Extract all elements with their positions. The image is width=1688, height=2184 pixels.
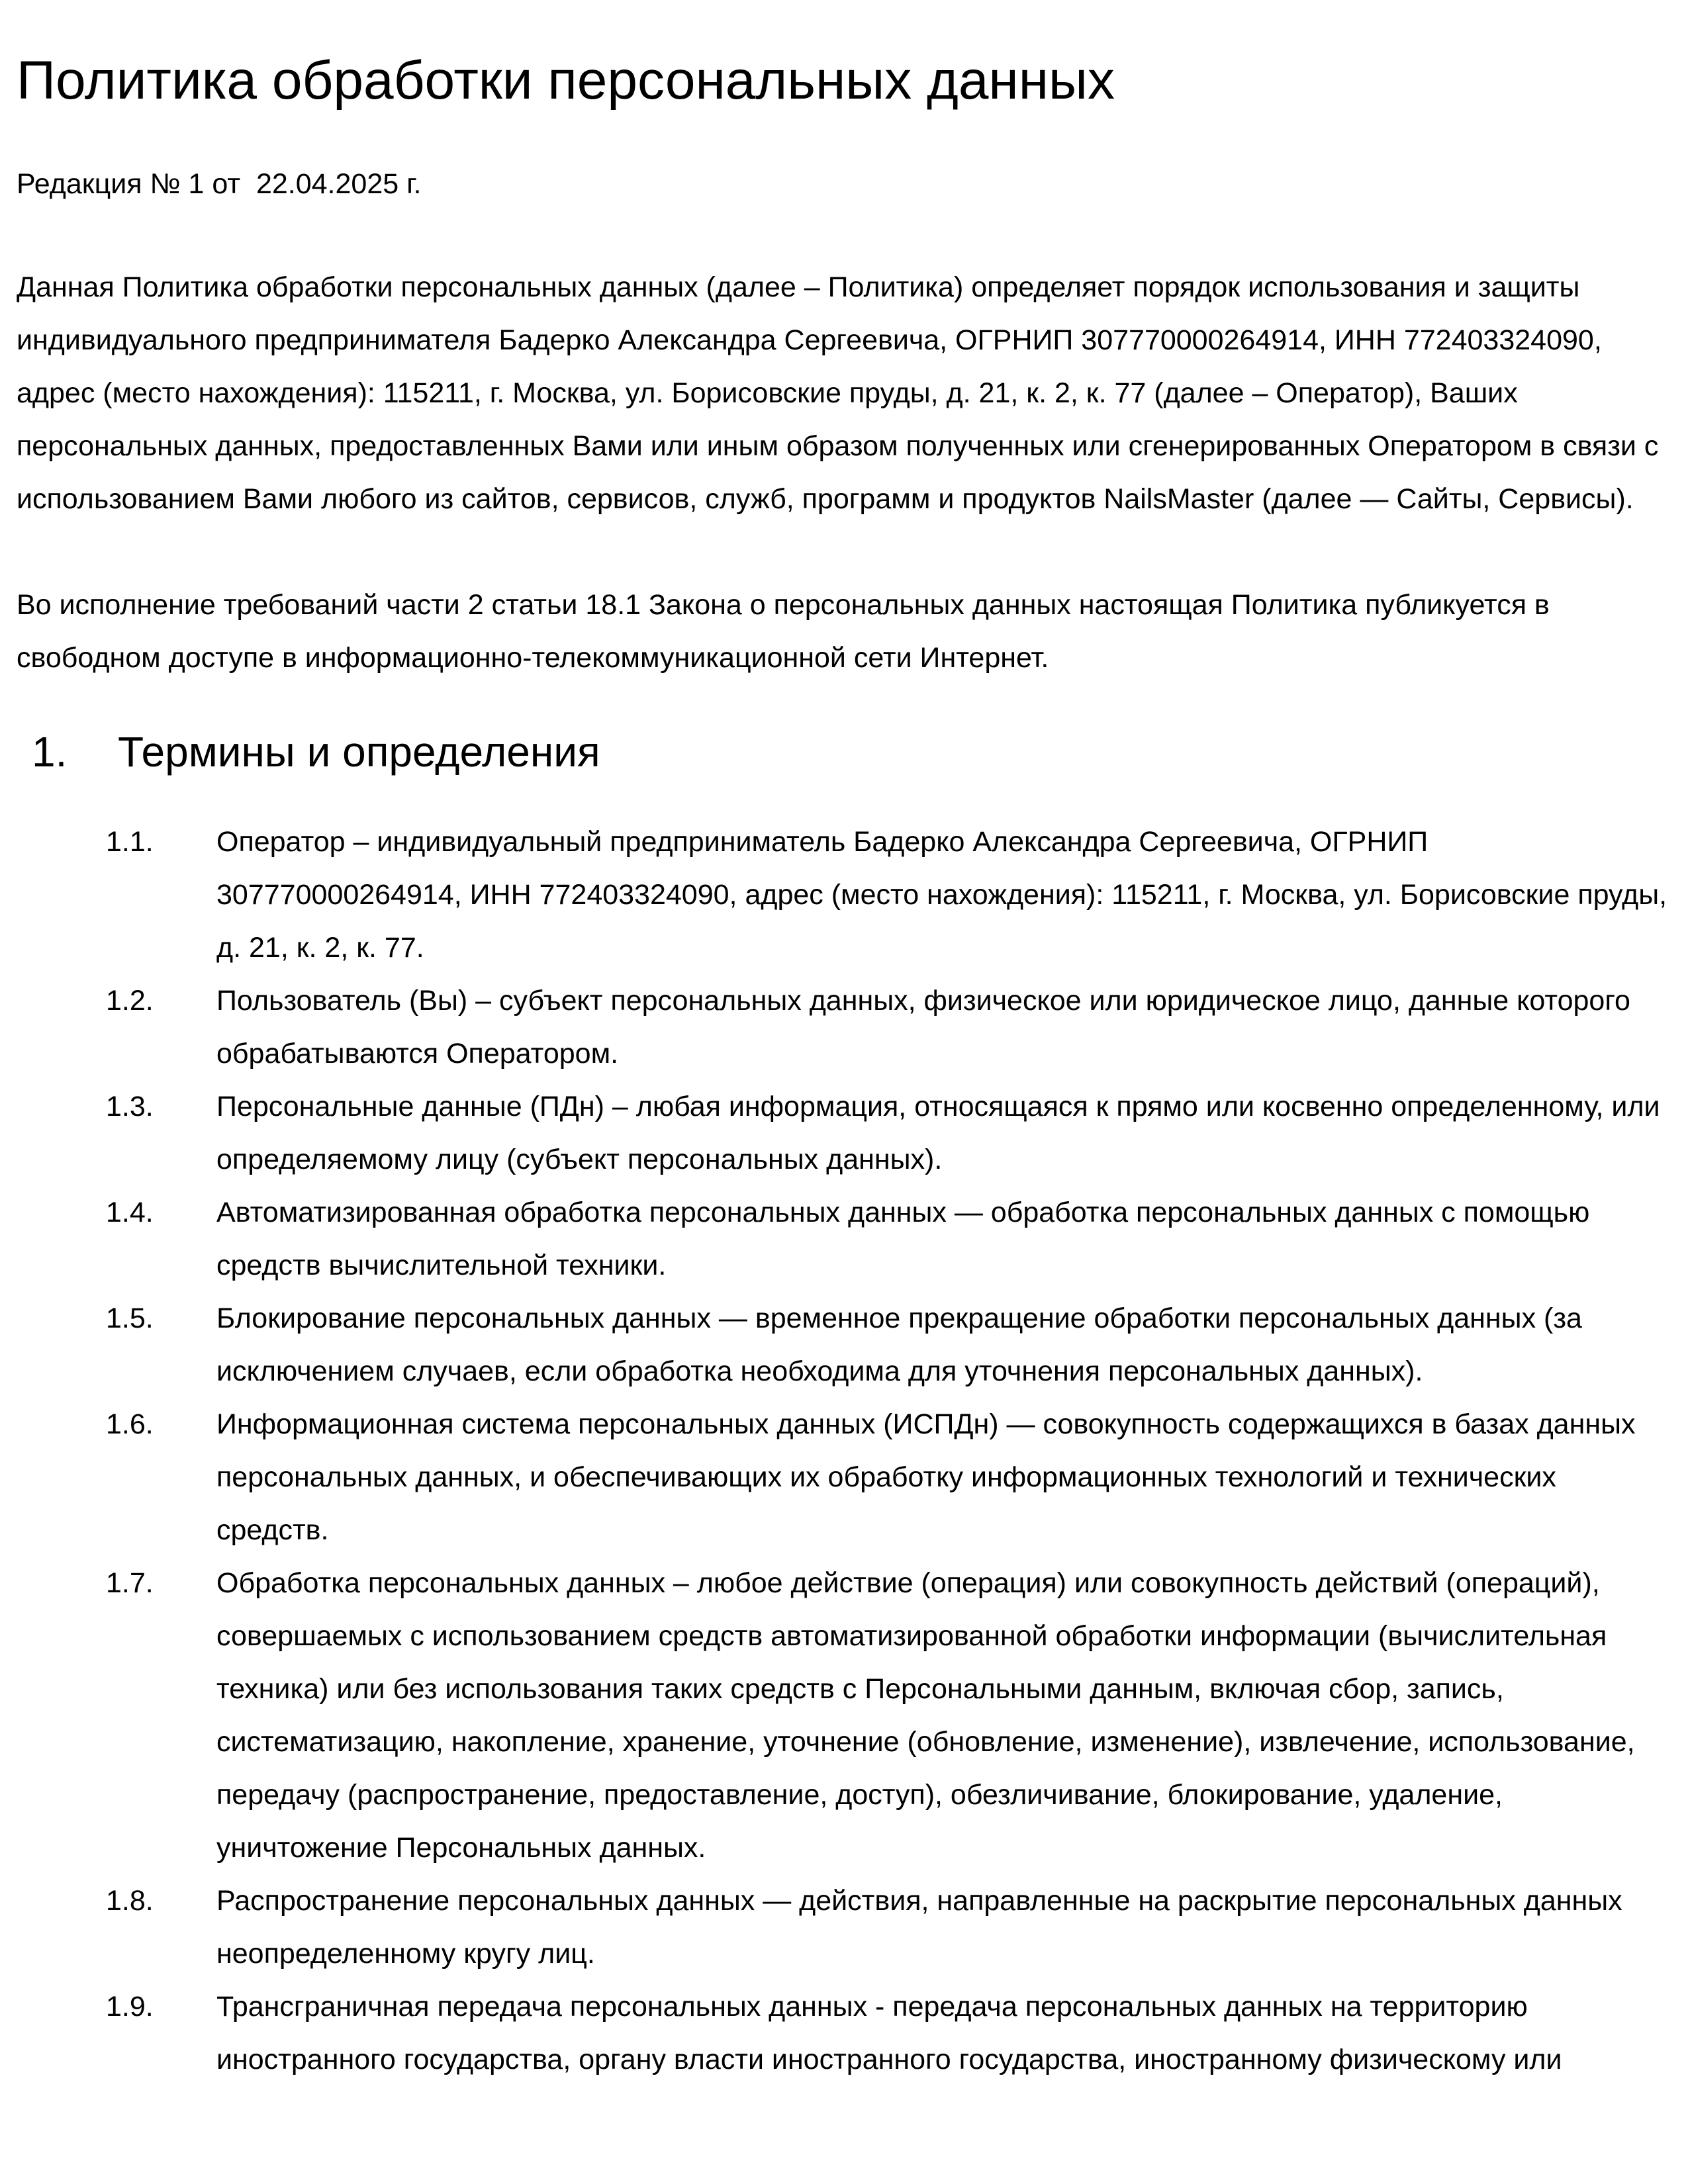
item-number: 1.1. [106,826,154,858]
item-text: Трансграничная передача персональных данных - передача персональных данных на территорию иностранного государства, органу власти иностранного государства, иностранному физическому или [216,1991,1562,2075]
term-item [17,1186,1671,1292]
term-item [17,815,1671,974]
item-number: 1.6. [106,1408,154,1440]
item-text: Пользователь (Вы) – субъект персональных данных, физическое или юридическое лицо, данные которого обрабатываются Оператором. [216,985,1630,1069]
item-text: Распространение персональных данных — действия, направленные на раскрытие персональных данных неопределенному кругу лиц. [216,1885,1622,1970]
term-item [17,974,1671,1080]
item-number: 1.3. [106,1091,154,1122]
term-item [17,1557,1671,1874]
item-text: Блокирование персональных данных — временное прекращение обработки персональных данных (за исключением случаев, если обработка необходима для уточнения персональных данных). [216,1302,1582,1387]
section-heading [17,724,1668,780]
item-number: 1.9. [106,1991,154,2023]
terms-list [17,815,1671,2086]
term-item [17,1080,1671,1186]
item-text: Обработка персональных данных – любое действие (операция) или совокупность действий (операций), совершаемых с использованием средств автоматизированной обработки информации (вычислительная техника) или без использования таких средств с Персональными данным, включая сбор, запись, систематизацию, накопление, хранение, уточнение (обновление, изменение), извлечение, использование, передачу (распространение, предоставление, доступ), обезличивание, блокирование, удаление, уничтожение Персональных данных. [216,1567,1635,1864]
intro-paragraph-1: Данная Политика обработки персональных данных (далее – Политика) определяет порядок использования и защиты индивидуального предпринимателя Бадерко Александра Сергеевича, ОГРНИП 307770000264914, ИНН 772403324090, адрес (место нахождения): 115211, г. Москва, ул. Борисовские пруды, д. 21, к. 2, к. 77 (далее – Оператор), Ваших персональных данных, предоставленных Вами или иным образом полученных или сгенерированных Оператором в связи с использованием Вами любого из сайтов, сервисов, служб, программ и продуктов NailsMaster (далее — Сайты, Сервисы). [17,271,1659,515]
item-number: 1.2. [106,985,154,1017]
item-text: Оператор – индивидуальный предприниматель Бадерко Александра Сергеевича, ОГРНИП 307770000264914, ИНН 772403324090, адрес (место нахождения): 115211, г. Москва, ул. Борисовские пруды, д. 21, к. 2, к. 77. [216,826,1667,964]
item-number: 1.8. [106,1885,154,1917]
section-number: 1. [32,728,68,776]
term-item [17,1292,1671,1398]
revision-line: Редакция № 1 от 22.04.2025 г. [17,168,422,200]
page-title: Политика обработки персональных данных [17,50,1115,111]
term-item [17,1980,1671,2086]
item-number: 1.5. [106,1302,154,1334]
item-text: Автоматизированная обработка персональных данных — обработка персональных данных с помощью средств вычислительной техники. [216,1197,1590,1281]
term-item [17,1398,1671,1557]
item-number: 1.7. [106,1567,154,1599]
section-title: Термины и определения [118,728,600,776]
intro-paragraph-2: Во исполнение требований части 2 статьи 18.1 Закона о персональных данных настоящая Политика публикуется в свободном доступе в информационно-телекоммуникационной сети Интернет. [17,589,1550,674]
item-text: Информационная система персональных данных (ИСПДн) — совокупность содержащихся в базах данных персональных данных, и обеспечивающих их обработку информационных технологий и технических средств. [216,1408,1636,1546]
term-item [17,1874,1671,1980]
item-text: Персональные данные (ПДн) – любая информация, относящаяся к прямо или косвенно определенному, или определяемому лицу (субъект персональных данных). [216,1091,1660,1175]
item-number: 1.4. [106,1197,154,1228]
